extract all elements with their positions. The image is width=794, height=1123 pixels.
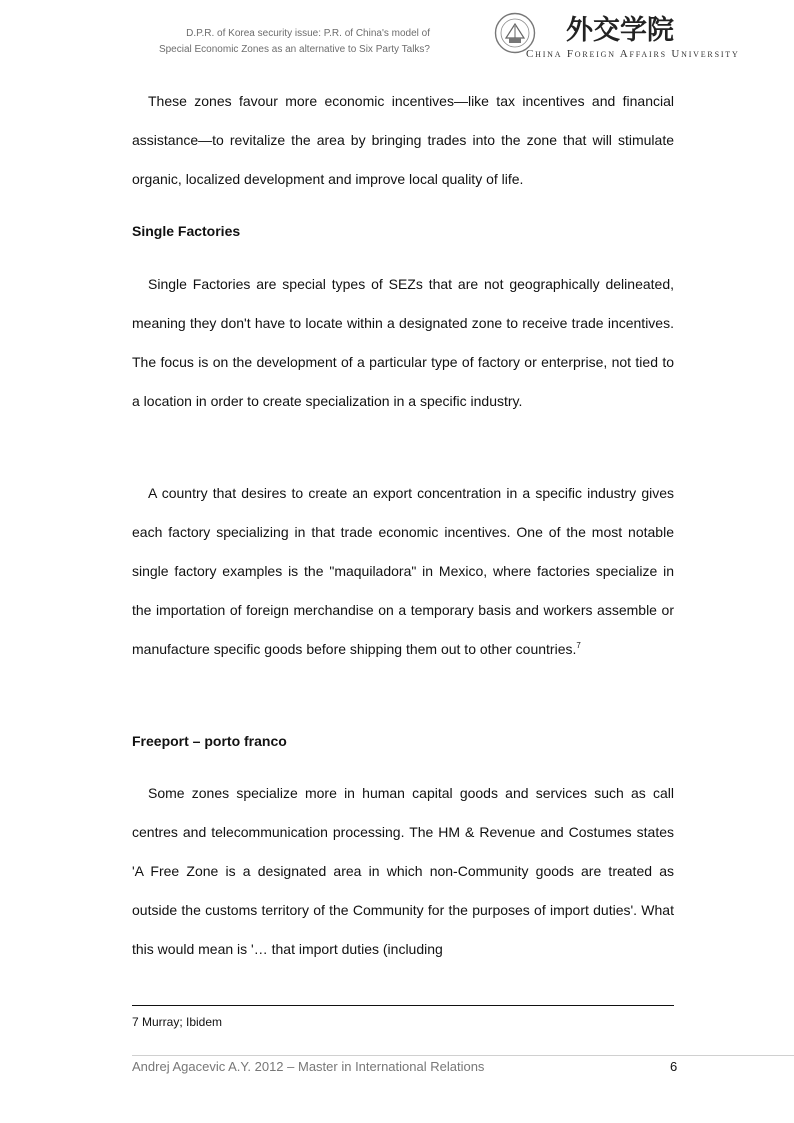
section-heading-freeport: Freeport – porto franco xyxy=(132,733,287,749)
footer-author-line: Andrej Agacevic A.Y. 2012 – Master in International Relations xyxy=(132,1059,485,1074)
single-factories-paragraph-2-text: A country that desires to create an export concentration in a specific industry gives each factory specializing in that trade economic incentives. One of the most notable single factory examples is the "maquiladora" in Mexico, where factories specialize in the importation of foreign merchandise on a temporary basis and workers assemble or manufacture specific goods before shipping them out to other countries. xyxy=(132,485,674,657)
running-header-line-2: Special Economic Zones as an alternative to Six Party Talks? xyxy=(158,44,430,55)
freeport-paragraph-1-block xyxy=(132,774,674,969)
single-factories-paragraph-1-block xyxy=(132,265,674,421)
page-number: 6 xyxy=(670,1059,678,1074)
footer-separator xyxy=(132,1055,794,1056)
single-factories-paragraph-1: Single Factories are special types of SEZs that are not geographically delineated, meaning they don't have to locate within a designated zone to receive trade incentives. The focus is on the development of a particular type of factory or enterprise, not tied to a location in order to create specialization in a specific industry. xyxy=(132,276,674,409)
intro-block xyxy=(132,82,674,199)
section-heading-single-factories: Single Factories xyxy=(132,223,241,239)
intro-paragraph: These zones favour more economic incentives—like tax incentives and financial assistance—to revitalize the area by bringing trades into the zone that will stimulate organic, localized development and improve local quality of life. xyxy=(132,93,674,187)
running-header-line-1: D.P.R. of Korea security issue: P.R. of China's model of xyxy=(186,28,430,39)
single-factories-paragraph-2-block xyxy=(132,474,674,669)
footnote-7: 7 Murray; Ibidem xyxy=(132,1015,223,1029)
footnote-separator xyxy=(132,1005,674,1006)
single-factories-paragraph-2 xyxy=(132,474,674,669)
footnote-reference[interactable]: 7 xyxy=(576,641,581,650)
running-header xyxy=(130,26,430,58)
freeport-paragraph-1: Some zones specialize more in human capital goods and services such as call centres and telecommunication processing. The HM & Revenue and Costumes states 'A Free Zone is a designated area in which non-Community goods are treated as outside the customs territory of the Community for the purposes of import duties'. What this would mean is '… that import duties (including xyxy=(132,785,674,957)
svg-text:外交学院: 外交学院 xyxy=(566,15,674,46)
university-logo-chinese xyxy=(566,10,678,46)
university-logo-english: China Foreign Affairs University xyxy=(526,48,740,60)
